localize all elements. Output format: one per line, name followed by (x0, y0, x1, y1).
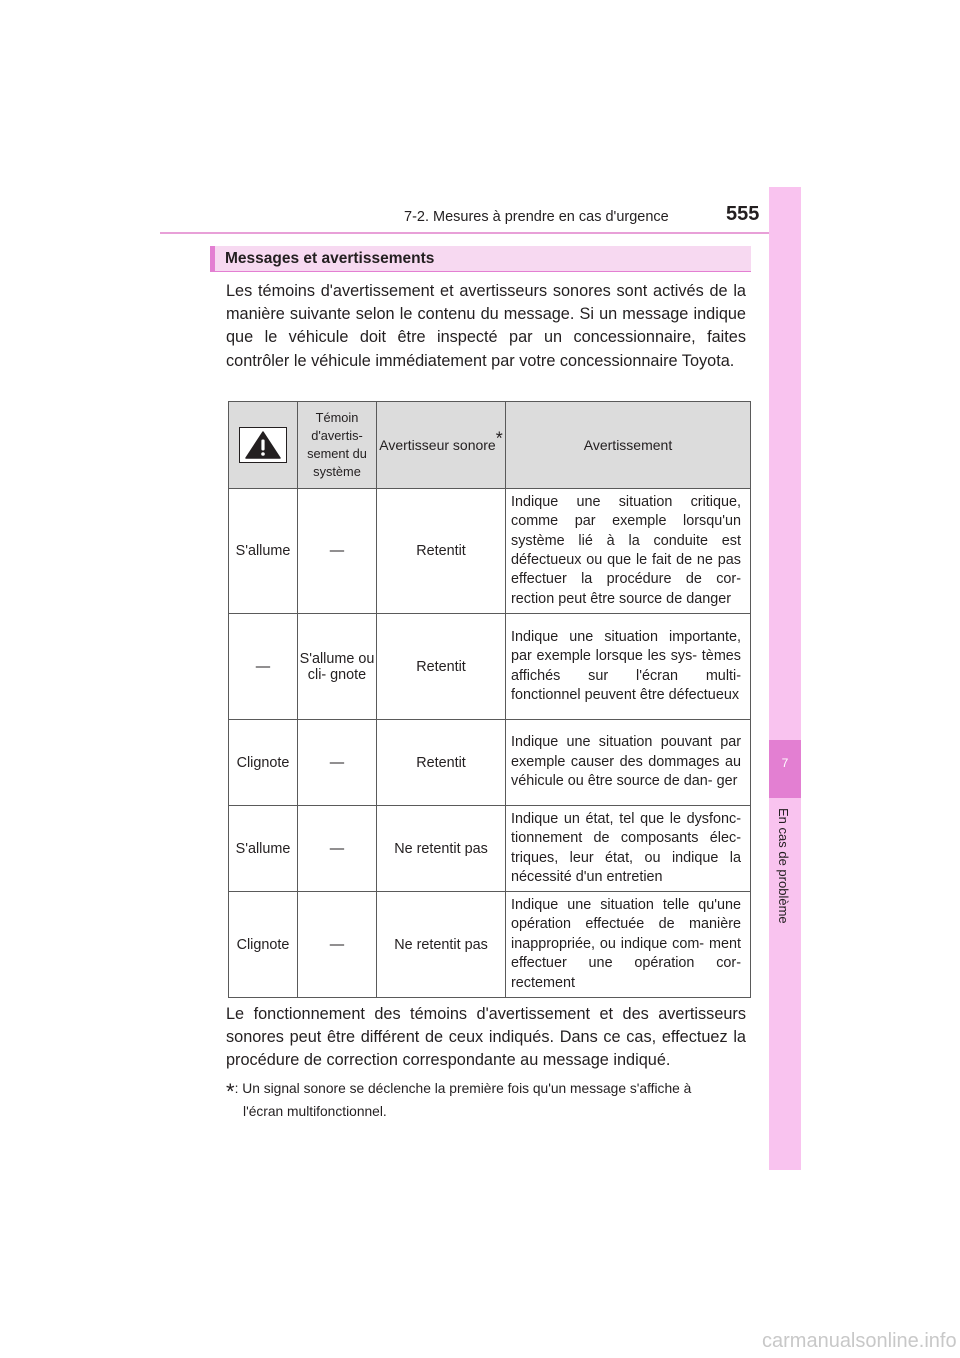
footnote-line1: : Un signal sonore se déclenche la première fois qu'un message s'affiche à (234, 1081, 692, 1096)
table-row (229, 489, 751, 614)
cell-master-light: Clignote (229, 892, 298, 998)
table-row (229, 892, 751, 998)
cell-system-light: — (298, 806, 377, 892)
header-icon-cell (229, 402, 298, 489)
cell-system-light: S'allume ou cli- gnote (298, 614, 377, 720)
cell-master-light: S'allume (229, 489, 298, 614)
watermark: carmanualsonline.info (762, 1330, 957, 1352)
header-rule (160, 232, 800, 234)
cell-warning-text: Indique une situation telle qu'une opération effectuée de manière inappropriée, ou indique com- ment effectuer une opération cor- rectement (506, 892, 751, 998)
cell-buzzer: Ne retentit pas (377, 806, 506, 892)
cell-system-light: — (298, 892, 377, 998)
chapter-number: 7 (781, 756, 789, 770)
table-row (229, 720, 751, 806)
footnote (226, 1079, 746, 1121)
cell-master-light: S'allume (229, 806, 298, 892)
cell-warning-text: Indique une situation importante, par exemple lorsque les sys- tèmes affichés sur l'écran multi- fonctionnel peuvent être défectueux (506, 614, 751, 720)
cell-master-light: — (229, 614, 298, 720)
cell-warning-text: Indique une situation pouvant par exemple causer des dommages au véhicule ou être source de dan- ger (506, 720, 751, 806)
header-buzzer: Avertisseur sonore* (377, 402, 506, 489)
table-row (229, 806, 751, 892)
page-number: 555 (726, 203, 760, 225)
cell-system-light: — (298, 489, 377, 614)
outro-paragraph: Le fonctionnement des témoins d'avertissement et des avertisseurs sonores peut être différent de ceux indiqués. Dans ce cas, effectuez la procédure de correction correspondante au message indiqué. (226, 1005, 746, 1070)
header-buzzer-asterisk: * (495, 427, 503, 448)
cell-system-light: — (298, 720, 377, 806)
side-chapter-tab (769, 187, 801, 1170)
header-warning: Avertissement (506, 402, 751, 489)
cell-warning-text: Indique un état, tel que le dysfonc- tionnement de composants élec- triques, leur état, ou indique la nécessité d'un entretien (506, 806, 751, 892)
cell-buzzer: Ne retentit pas (377, 892, 506, 998)
header-title: 7-2. Mesures à prendre en cas d'urgence (404, 209, 669, 225)
table-header-row (229, 402, 751, 489)
cell-buzzer: Retentit (377, 720, 506, 806)
section-heading: Messages et avertissements (210, 246, 751, 272)
header-system-light: Témoin d'avertis- sement du système (298, 402, 377, 489)
warning-triangle-icon (239, 427, 287, 463)
chapter-title: En cas de problème (776, 808, 791, 924)
footnote-asterisk: * (226, 1079, 235, 1104)
table-row (229, 614, 751, 720)
intro-paragraph: Les témoins d'avertissement et avertisseurs sonores sont activés de la manière suivante selon le contenu du message. Si un message indique que le véhicule doit être inspecté par un concessionnaire, faites contrôler le véhicule immédiatement par votre concessionnaire Toyota. (226, 282, 746, 370)
cell-warning-text: Indique une situation critique, comme par exemple lorsqu'un système lié à la conduite est défectueux ou que le fait de ne pas effectuer la procédure de cor- rection peut être source de danger (506, 489, 751, 614)
cell-master-light: Clignote (229, 720, 298, 806)
cell-buzzer: Retentit (377, 614, 506, 720)
cell-buzzer: Retentit (377, 489, 506, 614)
footnote-line2: l'écran multifonctionnel. (243, 1103, 387, 1119)
warnings-table (228, 401, 751, 998)
